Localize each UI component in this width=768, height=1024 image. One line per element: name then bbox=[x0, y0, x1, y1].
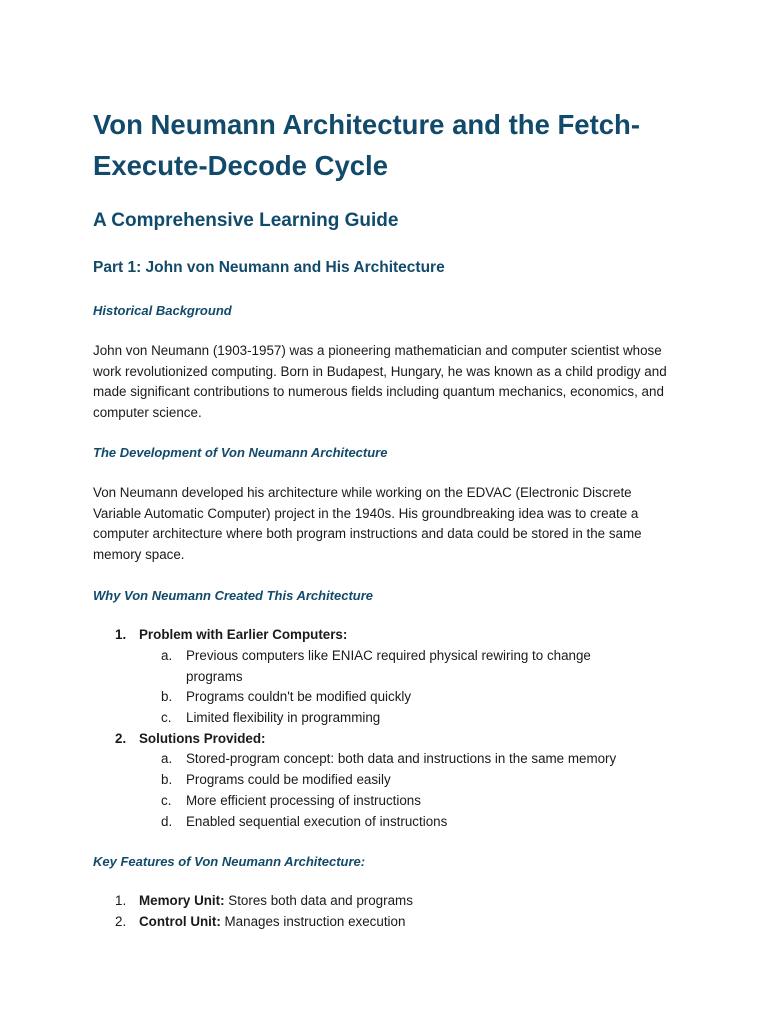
part-1-heading: Part 1: John von Neumann and His Architecture bbox=[93, 259, 445, 276]
document-title: Von Neumann Architecture and the Fetch-Execute-Decode Cycle bbox=[93, 109, 641, 181]
historical-background-paragraph: John von Neumann (1903-1957) was a pioneering mathematician and computer scientist whose work revolutionized computing. Born in Budapest, Hungary, he was known as a child prodigy and made significant contributions to numerous fields including quantum mechanics, economics, and computer science. bbox=[93, 343, 667, 421]
development-paragraph: Von Neumann developed his architecture while working on the EDVAC (Electronic Discrete Variable Automatic Computer) project in the 1940s. His groundbreaking idea was to create a computer architecture where both program instructions and data could be stored in the same memory space. bbox=[93, 485, 642, 563]
historical-background-heading: Historical Background bbox=[93, 303, 232, 318]
list-item-label: Problem with Earlier Computers: bbox=[139, 627, 348, 642]
list-item-number: 2. bbox=[115, 731, 127, 746]
why-heading: Why Von Neumann Created This Architecture bbox=[93, 588, 374, 603]
list-item-number: 1. bbox=[115, 627, 127, 642]
development-heading: The Development of Von Neumann Architecture bbox=[93, 445, 388, 460]
document-subtitle: A Comprehensive Learning Guide bbox=[93, 210, 399, 231]
list-item-label: Solutions Provided: bbox=[139, 731, 266, 746]
key-features-heading: Key Features of Von Neumann Architecture: bbox=[93, 854, 366, 869]
